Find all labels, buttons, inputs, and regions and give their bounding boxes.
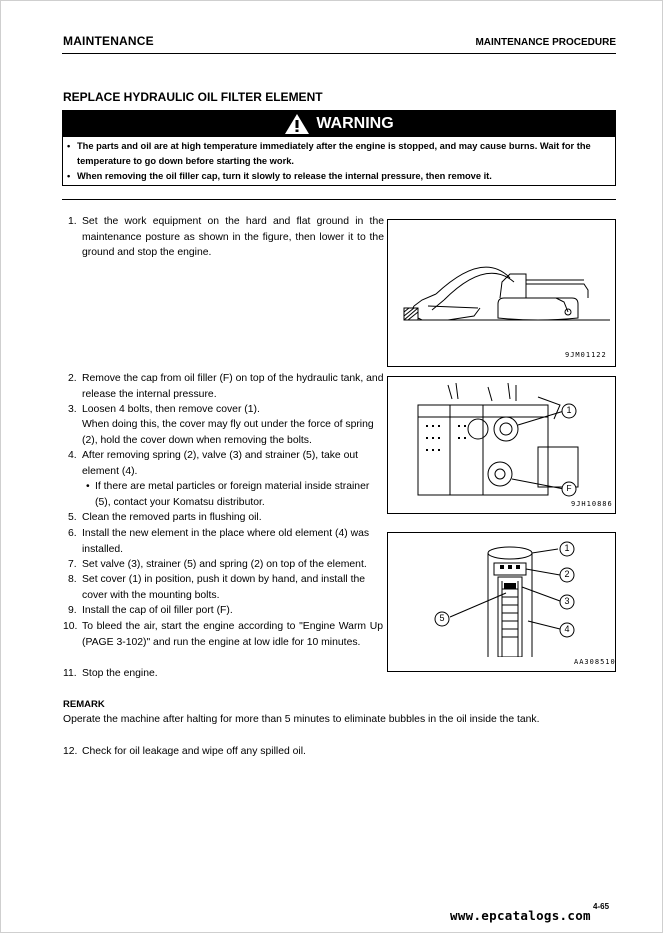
callout-label: 5 [439,613,445,623]
step-text: Install the cap of oil filler port (F). [82,605,233,616]
separator-rule [62,199,616,200]
warning-box [62,137,616,186]
warning-item [67,139,613,169]
step-text: Remove the cap from oil filler (F) on top of the hydraulic tank, and release the internal pressure. [82,373,384,400]
callout-label: 2 [564,569,570,579]
warning-triangle-icon [284,113,310,135]
header-rule [62,53,616,54]
figure-tank-top [387,376,616,514]
figure-code: 9JH10886 [571,500,613,508]
step-number: 5. [68,512,77,523]
step-text: Set the work equipment on the hard and flat ground in the maintenance posture as shown in the figure, then lower it to the ground and stop the engine. [82,216,384,258]
step-text: Stop the engine. [82,668,158,679]
bullet: • [67,171,71,181]
callout-label: 1 [564,543,570,553]
step-number: 9. [68,605,77,616]
step-text: After removing spring (2), valve (3) and strainer (5), take out element (4). [82,450,359,477]
callout-label: F [566,483,572,493]
subsection-header: MAINTENANCE PROCEDURE [475,37,616,48]
step-number: 6. [68,528,77,539]
warning-label: WARNING [316,114,394,132]
step-subnote: If there are metal particles or foreign material inside strainer (5), contact your Komatsu distributor. [95,481,370,508]
bullet: • [86,481,90,492]
step-number: 12. [63,746,78,757]
step-text: Clean the removed parts in flushing oil. [82,512,262,523]
remark-heading: REMARK [63,699,105,710]
warning-item [67,169,613,184]
warning-text: The parts and oil are at high temperature immediately after the engine is stopped, and may cause burns. Wait for the temperature to go down before starting the work. [77,141,591,166]
step-number: 4. [68,450,77,461]
figure-code: 9JM01122 [565,351,607,359]
filter-element-drawing [388,533,615,657]
step-text: To bleed the air, start the engine according to "Engine Warm Up (PAGE 3-102)" and run the engine at low idle for 10 minutes. [82,621,383,648]
step-number: 11. [63,668,77,679]
excavator-drawing [388,220,615,350]
remark-text: Operate the machine after halting for more than 5 minutes to eliminate bubbles in the oil inside the tank. [63,714,540,725]
callout-label: 3 [564,596,570,606]
watermark-url[interactable]: www.epcatalogs.com [450,908,591,923]
step-note: When doing this, the cover may fly out under the force of spring (2), hold the cover down when removing the bolts. [82,419,374,446]
section-header: MAINTENANCE [63,34,154,48]
step-number: 8. [68,574,77,585]
figure-filter-element [387,532,616,672]
step-number: 1. [68,216,77,227]
figure-code: AA308510 [574,658,616,666]
page-number: 4-65 [593,902,610,911]
callout-label: 1 [566,405,572,415]
step-number: 3. [68,404,77,415]
step-text: Loosen 4 bolts, then remove cover (1). [82,404,260,415]
tank-top-drawing [388,377,615,497]
warning-banner [62,110,616,137]
figure-excavator [387,219,616,367]
step-text: Install the new element in the place where old element (4) was installed. [82,528,370,555]
bullet: • [67,141,71,151]
callout-label: 4 [564,624,570,634]
step-number: 7. [68,559,77,570]
warning-text: When removing the oil filler cap, turn it slowly to release the internal pressure, then remove it. [77,171,492,181]
step-text: Check for oil leakage and wipe off any spilled oil. [82,746,306,757]
step-number: 10. [63,621,78,632]
step-text: Set cover (1) in position, push it down by hand, and install the cover with the mounting bolts. [82,574,366,601]
page-title: REPLACE HYDRAULIC OIL FILTER ELEMENT [63,90,323,104]
step-number: 2. [68,373,77,384]
step-text: Set valve (3), strainer (5) and spring (2) on top of the element. [82,559,367,570]
